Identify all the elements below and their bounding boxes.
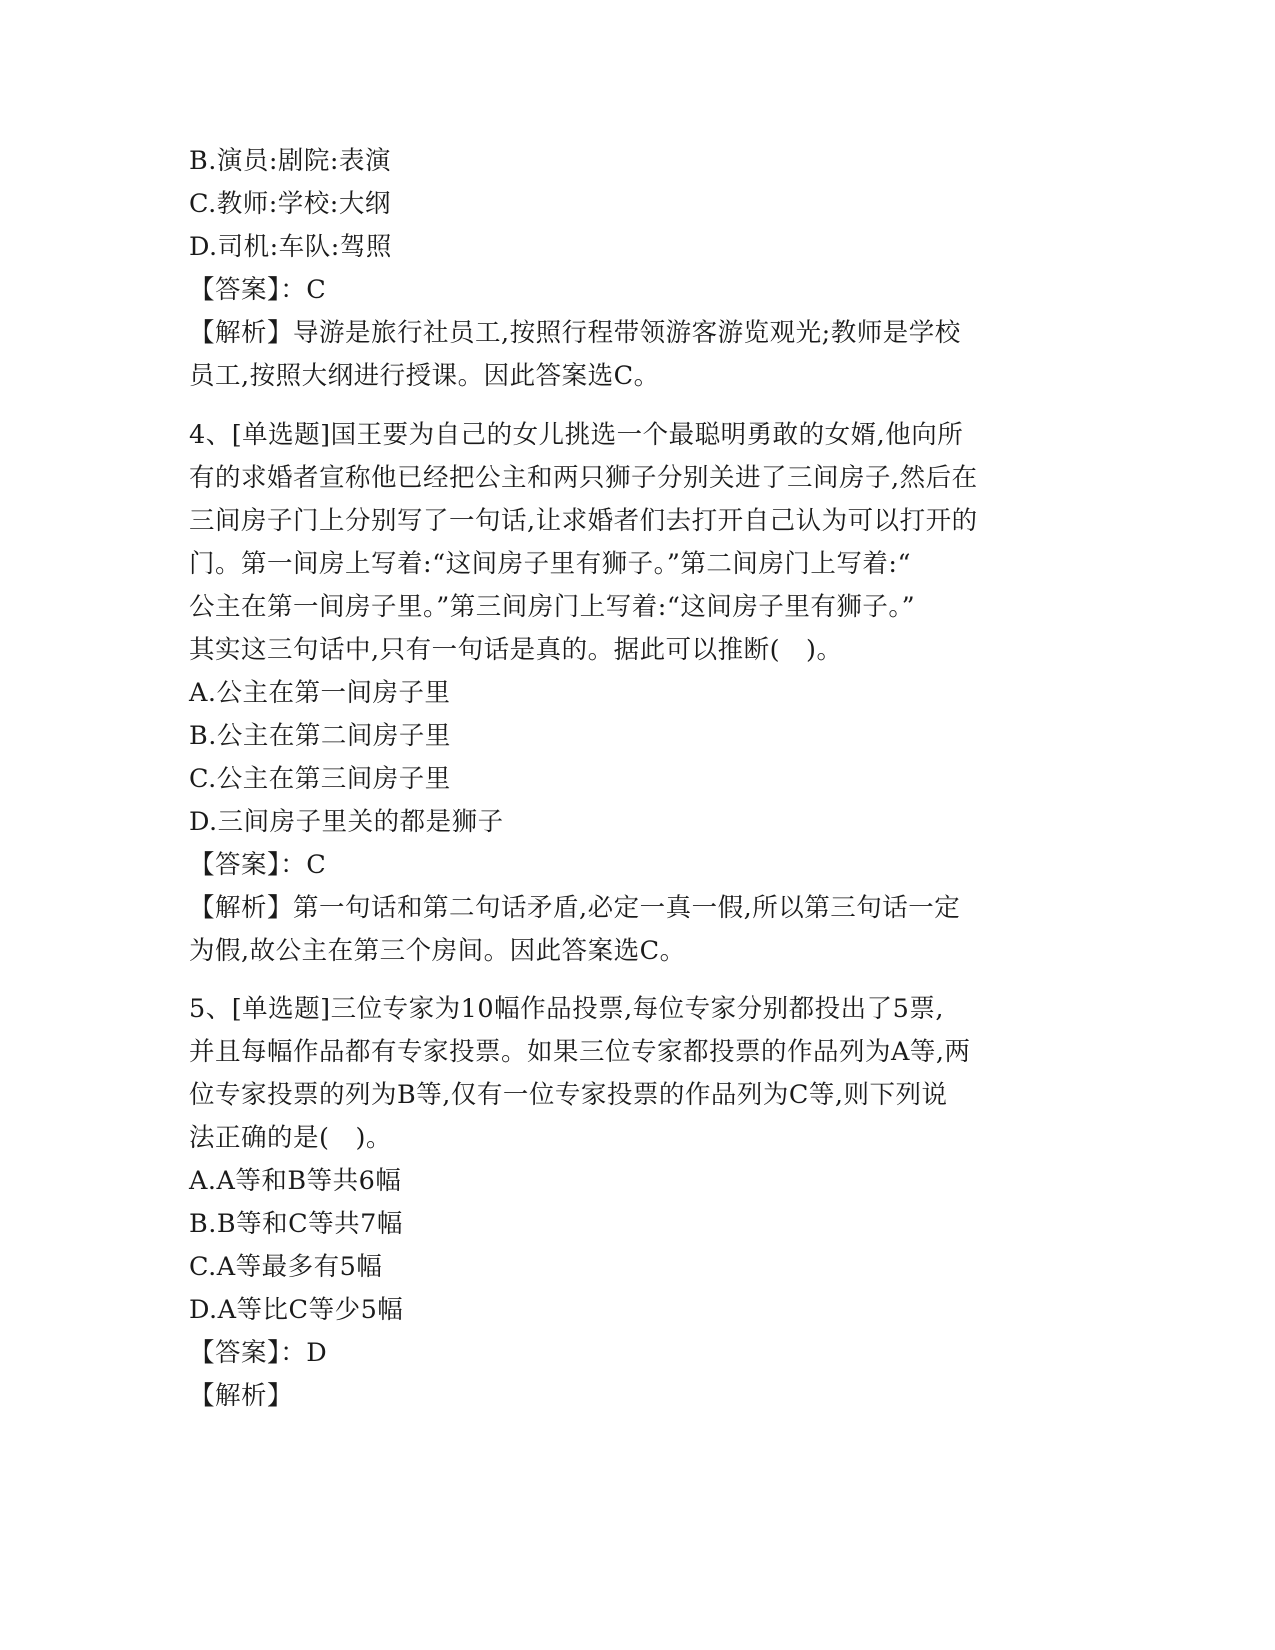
question-4-line: 门。第一间房上写着:“这间房子里有狮子。”第二间房门上写着:“ (189, 549, 912, 579)
option-c: C.A等最多有5幅 (189, 1252, 383, 1282)
question-5-line: 并且每幅作品都有专家投票。如果三位专家都投票的作品列为A等,两 (189, 1037, 971, 1067)
answer: 【答案】：C (189, 850, 327, 880)
option-b: B.演员:剧院:表演 (189, 146, 392, 176)
question-4-line: 其实这三句话中,只有一句话是真的。据此可以推断( )。 (189, 635, 843, 665)
option-b: B.公主在第二间房子里 (189, 721, 451, 751)
question-5-line: 法正确的是( )。 (189, 1123, 392, 1153)
option-b: B.B等和C等共7幅 (189, 1209, 403, 1239)
explanation-line: 员工,按照大纲进行授课。因此答案选C。 (189, 361, 660, 391)
option-a: A.A等和B等共6幅 (189, 1166, 402, 1196)
option-c: C.教师:学校:大纲 (189, 189, 391, 219)
explanation-line: 为假,故公主在第三个房间。因此答案选C。 (189, 936, 686, 966)
option-d: D.A等比C等少5幅 (189, 1295, 404, 1325)
option-a: A.公主在第一间房子里 (189, 678, 451, 708)
question-4-line: 有的求婚者宣称他已经把公主和两只狮子分别关进了三间房子,然后在 (189, 463, 978, 493)
answer: 【答案】：C (189, 275, 327, 305)
explanation-line: 【解析】第一句话和第二句话矛盾,必定一真一假,所以第三句话一定 (189, 893, 961, 923)
option-d: D.三间房子里关的都是狮子 (189, 807, 504, 837)
answer: 【答案】：D (189, 1338, 328, 1368)
question-5-line: 5、[单选题]三位专家为10幅作品投票,每位专家分别都投出了5票, (189, 994, 945, 1024)
explanation-line: 【解析】导游是旅行社员工,按照行程带领游客游览观光;教师是学校 (189, 318, 961, 348)
question-4-line: 公主在第一间房子里。”第三间房门上写着:“这间房子里有狮子。” (189, 592, 916, 622)
option-d: D.司机:车队:驾照 (189, 232, 392, 262)
option-c: C.公主在第三间房子里 (189, 764, 451, 794)
question-4-line: 三间房子门上分别写了一句话,让求婚者们去打开自己认为可以打开的 (189, 506, 978, 536)
question-5-line: 位专家投票的列为B等,仅有一位专家投票的作品列为C等,则下列说 (189, 1080, 948, 1110)
question-4-line: 4、[单选题]国王要为自己的女儿挑选一个最聪明勇敢的女婿,他向所 (189, 420, 964, 450)
explanation-label: 【解析】 (189, 1381, 294, 1411)
